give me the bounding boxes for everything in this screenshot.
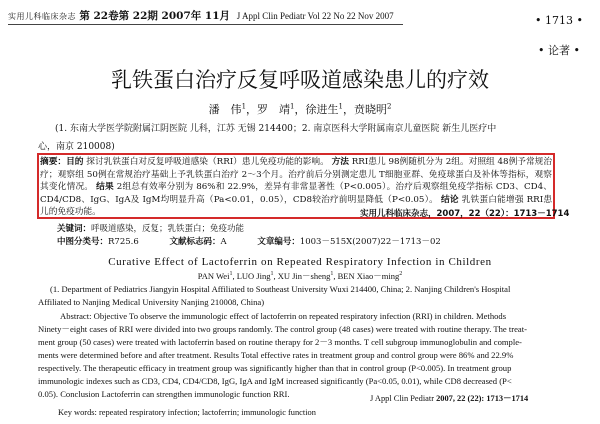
author-affil-mark: 2 [386,102,392,111]
section-label: • 论著 • [538,44,580,57]
author-affil-mark: 1 [270,271,274,278]
affiliation-en-line2: Affiliated to Nanjing Medical University Nanjing 210008, China) [38,297,265,307]
abstract-result: 2组总有效率分别为 86%和 22.9%，差异有非常显著性（P<0.005）。治疗后观察组免疫学指标 CD3、CD4、CD4/CD8、IgG、IgA及 IgM均明显升高（Pa<0.01，0.05），CD8较治疗前明显降低（P<0.05）。 [40,182,552,205]
affiliation-cn-line2: 心，南京 210008) [38,142,115,152]
abstract-en-line: Ninety－eight cases of RRI were divided into two groups randomly. The control group (48 cases) were treated with routine therapy. The treat- [38,324,527,334]
author: PAN Wei [197,271,230,281]
abstract-en-line: ments were determined before and after treatment. Results Total effective rates in treatment group and control group were 86% and 22.9% [38,350,514,360]
author: LUO Jing [236,271,271,281]
keywords-cn-label: 关键词： [57,224,92,234]
author: 贲晓明 [353,103,387,116]
author-affil-mark: 1 [330,271,334,278]
doc-code-label: 文献标志码： [169,237,221,247]
keywords-cn-value: 呼吸道感染，反复；乳铁蛋白；免疫功能 [91,224,245,234]
authors-en: PAN Wei$^1$, LUO Jing$^1$, XU Jin－sheng$^1$, BEN Xiao－ming$^2$ [197,271,403,281]
author-affil-mark: 1 [338,102,343,111]
author: BEN Xiao－ming [337,271,400,281]
doc-code-value: A [220,237,227,247]
journal-name-cn: 实用儿科临床杂志 [8,12,76,21]
keywords-en [58,408,316,417]
author-affil-mark: 1 [241,102,247,111]
clc-value: R725.6 [108,237,139,247]
affiliation-cn-line1: (1. 东南大学医学院附属江阴医院 儿科，江苏 无锡 214400；2. 南京医科大学附属南京儿童医院 新生儿医疗中 [55,124,497,134]
citation-en [370,392,528,404]
article-no-label: 文章编号： [257,237,300,247]
abstract-en-line: immunologic indexes such as CD3, CD4, CD4/CD8, IgG, IgA and IgM increased significantly (Pa<0.05, 0.01), while CD8 decreased (P< [38,376,512,386]
keywords-en-value: repeated respiratory infection; lactoferrin; immunologic function [98,408,316,417]
abstract-objective: 探讨乳铁蛋白对反复呼吸道感染（RRI）患儿免疫功能的影响。 [86,157,329,167]
article-title-en: Curative Effect of Lactoferrin on Repeated Respiratory Infection in Children [108,256,492,268]
abstract-en-line: respectively. The therapeutic efficacy in treatment group was significantly higher than that in control group (P<0.005). In treatment group [38,363,512,373]
author-affil-mark: 1 [229,271,233,278]
author: 潘 伟 [208,103,242,116]
header-rule [8,24,403,25]
page-number: • 1713 • [535,14,583,27]
abstract-method: RRI患儿 98例随机分为 2组。对照组 48例予常规治疗；观察组 50例在常规治疗基础上予乳铁蛋白治疗 2～3个月。治疗前后分别测定患儿 T细胞亚群、免疫球蛋白及补体等指标，观察其变化情况。 [40,157,553,193]
abstract-conclusion: 乳铁蛋白能增强 RRI患儿的免疫功能。 [40,194,553,218]
citation-en-ref: 2007, 22 (22): 1713－1714 [436,394,529,403]
abstract-objective-label: 摘要：目的 [40,157,84,167]
abstract-en-line: ment group (50 cases) were treated with lactoferrin based on routine therapy for 2－3 months. T cell subgroup immunoglobulin and comple- [38,337,522,347]
abstract-en-line: Abstract: Objective To observe the immunologic effect of lactoferrin on repeated respiratory infection (RRI) in children. Methods [60,311,507,321]
abstract-en-line: 0.05). Conclusion Lactoferrin can strengthen immunologic function RRI. [38,389,290,399]
affiliation-en-line1: (1. Department of Pediatrics Jiangyin Hospital Affiliated to Southeast University Wuxi 214400, China; 2. Nanjing Children's Hospital [50,284,511,294]
keywords-en-label: Key words: [58,408,97,417]
abstract-result-label: 结果 [96,182,114,193]
running-header [8,8,394,23]
volume-issue-cn: 第 22卷第 22期 2007年 11月 [79,10,231,22]
citation-en-journal: J Appl Clin Pediatr [370,394,434,403]
author: XU Jin－sheng [277,271,331,281]
journal-name-en: J Appl Clin Pediatr Vol 22 No 22 Nov 2007 [236,11,394,21]
clc-label: 中图分类号： [57,237,109,247]
citation-cn: 实用儿科临床杂志，2007，22（22）：1713－1714 [360,209,570,219]
article-title-cn: 乳铁蛋白治疗反复呼吸道感染患儿的疗效 [111,68,489,92]
author: 徐进生 [305,103,339,116]
author-affil-mark: 2 [399,271,403,278]
author-affil-mark: 1 [290,102,295,111]
abstract-conclusion-label: 结论 [440,194,459,205]
authors-cn: 潘 伟$^1$，罗 靖$^1$，徐进生$^1$，贲晓明$^2$ [208,102,392,116]
article-no-value: 1003－515X(2007)22－1713－02 [299,237,441,247]
classification-row [57,235,441,247]
abstract-method-label: 方法 [331,157,349,167]
author: 罗 靖 [257,103,291,116]
keywords-cn [57,222,244,234]
